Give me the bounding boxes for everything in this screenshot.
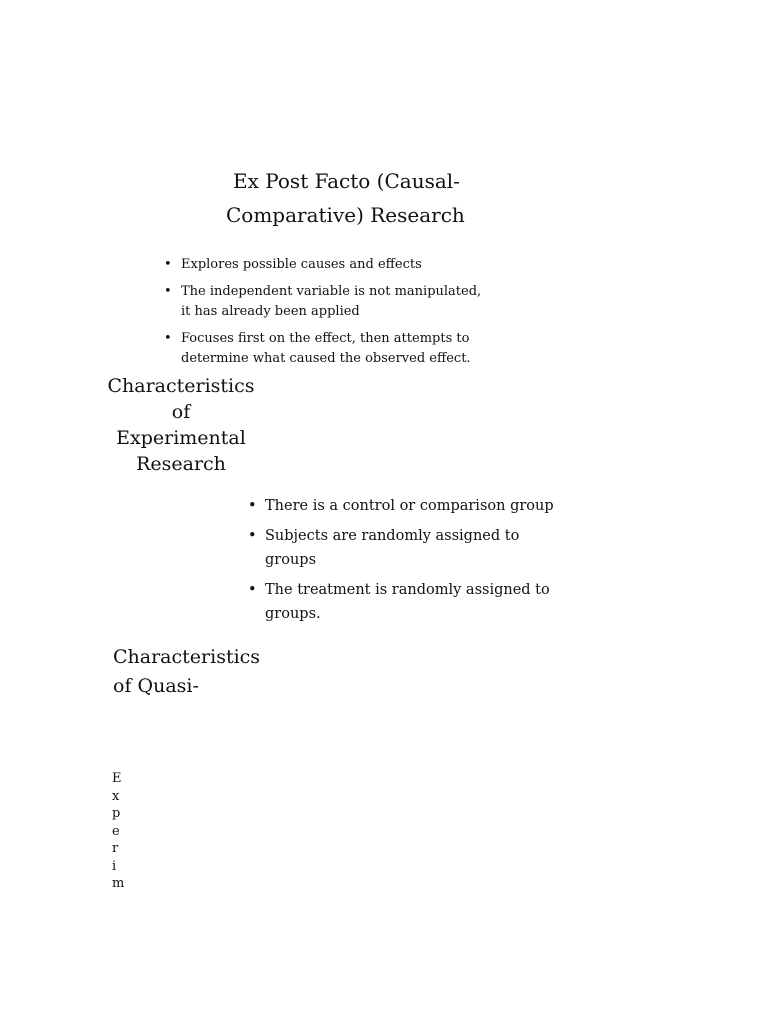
bullet-text: • The treatment is randomly assigned to (265, 582, 550, 598)
vertical-letter: p (112, 806, 121, 821)
vertical-letter: i (112, 858, 117, 874)
bullet-item (246, 578, 566, 626)
bullet-text: determine what caused the observed effect. (181, 351, 471, 366)
experimental-research-title (106, 373, 256, 477)
vertical-letter: r (112, 841, 119, 856)
bullet-item (246, 494, 566, 518)
vertical-letter: E (112, 771, 122, 786)
ex-post-facto-title (226, 164, 466, 232)
bullet-text: • The independent variable is not manipulated, (181, 284, 482, 299)
vertical-letter: m (112, 876, 125, 891)
title-line: Ex Post Facto (Causal- (233, 169, 460, 193)
vertical-letter: x (112, 788, 120, 804)
bullet-text: • There is a control or comparison group (265, 498, 554, 514)
bullet-text: • Explores possible causes and effects (181, 257, 422, 272)
vertical-letter: e (112, 823, 120, 839)
title-line: Characteristics (107, 375, 255, 397)
title-line: Comparative) Research (226, 203, 465, 227)
vertical-letter-column (112, 770, 132, 893)
bullet-text: • Focuses first on the effect, then attempts to (181, 331, 470, 346)
bullet-item (162, 255, 482, 275)
bullet-item (162, 329, 482, 369)
bullet-text: groups. (265, 606, 321, 622)
experimental-bullet-list (246, 494, 566, 632)
ex-post-facto-bullet-list (162, 255, 482, 376)
title-line: Research (136, 453, 226, 475)
bullet-text: • Subjects are randomly assigned to (265, 528, 520, 544)
title-line: Characteristics (113, 646, 261, 668)
bullet-item (162, 282, 482, 322)
title-line: of Quasi- (113, 675, 199, 697)
bullet-item (246, 524, 566, 572)
bullet-text: groups (265, 552, 317, 568)
title-line: Experimental (116, 427, 246, 449)
bullet-text: it has already been applied (181, 304, 360, 319)
title-line: of (171, 401, 191, 423)
quasi-experimental-title (113, 643, 273, 701)
